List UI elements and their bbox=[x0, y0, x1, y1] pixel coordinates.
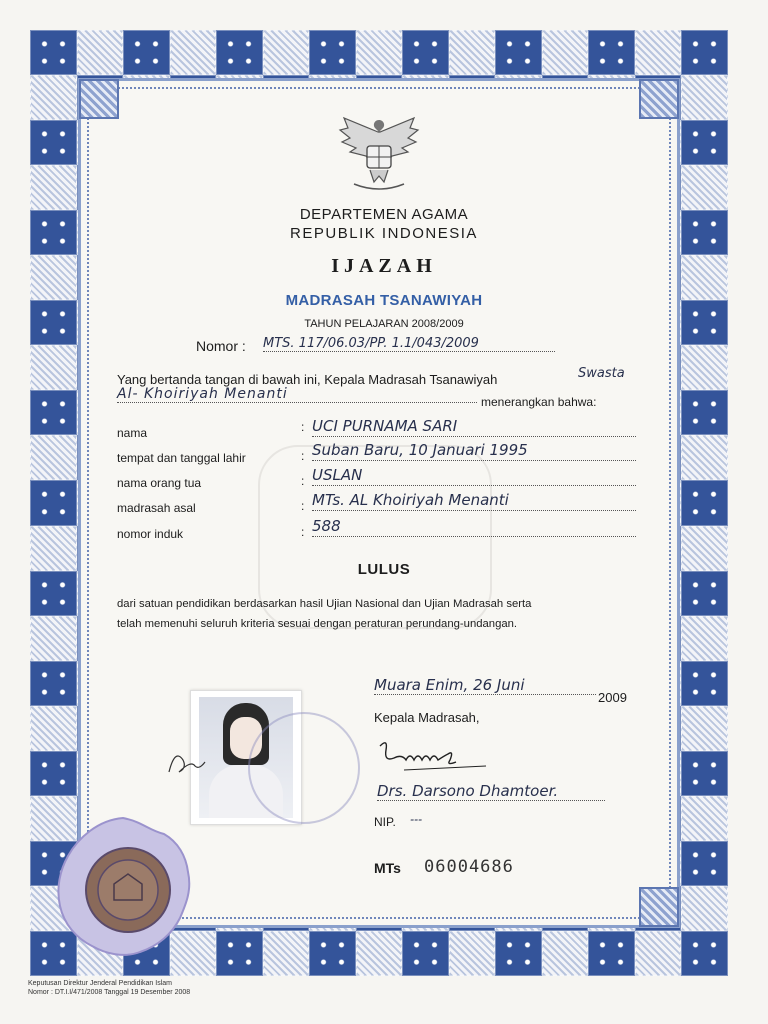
border-tile bbox=[30, 751, 77, 796]
border-tile bbox=[681, 165, 728, 210]
field-value-id: 588 bbox=[312, 516, 636, 537]
border-tile bbox=[681, 30, 728, 75]
border-tile bbox=[77, 30, 124, 75]
border-tile bbox=[681, 120, 728, 165]
field-colon: : bbox=[301, 499, 305, 513]
border-tile bbox=[30, 706, 77, 751]
certificate-title: IJAZAH bbox=[331, 255, 437, 277]
nip-label: NIP. bbox=[374, 815, 396, 829]
border-tile bbox=[681, 435, 728, 480]
principal-title: Kepala Madrasah, bbox=[374, 710, 480, 725]
border-tile bbox=[449, 931, 496, 976]
certificate-number-value: MTS. 117/06.03/PP. 1.1/043/2009 bbox=[263, 336, 555, 352]
border-tile bbox=[681, 616, 728, 661]
result-label: LULUS bbox=[357, 561, 411, 578]
border-tile bbox=[170, 30, 217, 75]
corner-ornament bbox=[79, 79, 119, 119]
corner-ornament bbox=[639, 887, 679, 927]
field-colon: : bbox=[301, 449, 305, 463]
academic-year: TAHUN PELAJARAN 2008/2009 bbox=[304, 318, 464, 330]
border-tile bbox=[216, 30, 263, 75]
field-value-origin: MTs. AL Khoiriyah Menanti bbox=[312, 490, 636, 511]
border-tile bbox=[30, 480, 77, 525]
border-tile bbox=[588, 931, 635, 976]
official-stamp bbox=[248, 712, 360, 824]
serial-prefix: MTs bbox=[374, 860, 401, 876]
garuda-emblem-icon bbox=[334, 112, 424, 198]
hologram-seal-icon bbox=[48, 812, 198, 962]
field-label-birth: tempat dan tanggal lahir bbox=[117, 451, 246, 465]
border-tile bbox=[681, 390, 728, 435]
declares-text: menerangkan bahwa: bbox=[481, 395, 597, 409]
certificate-number-label: Nomor : bbox=[196, 338, 246, 354]
statement-intro: Yang bertanda tangan di bawah ini, Kepala Madrasah Tsanawiyah bbox=[117, 372, 498, 387]
border-tile bbox=[681, 75, 728, 120]
border-tile bbox=[542, 30, 589, 75]
republic-heading: REPUBLIK INDONESIA bbox=[290, 225, 478, 242]
field-label-origin: madrasah asal bbox=[117, 501, 196, 515]
madrasah-status: Swasta bbox=[578, 366, 625, 381]
border-tile bbox=[30, 120, 77, 165]
field-value-name: UCI PURNAMA SARI bbox=[312, 416, 636, 437]
corner-ornament bbox=[639, 79, 679, 119]
border-tile bbox=[309, 30, 356, 75]
nip-value: --- bbox=[410, 812, 422, 826]
madrasah-name: Al- Khoiriyah Menanti bbox=[117, 386, 477, 403]
school-type-heading: MADRASAH TSANAWIYAH bbox=[285, 292, 483, 309]
border-tile bbox=[309, 931, 356, 976]
field-label-parent: nama orang tua bbox=[117, 476, 202, 490]
border-tile bbox=[30, 661, 77, 706]
border-tile bbox=[681, 751, 728, 796]
border-tile bbox=[495, 931, 542, 976]
border-tile bbox=[681, 796, 728, 841]
principal-name: Drs. Darsono Dhamtoer. bbox=[377, 782, 605, 801]
border-tile bbox=[681, 886, 728, 931]
field-value-birth: Suban Baru, 10 Januari 1995 bbox=[312, 440, 636, 461]
principal-signature bbox=[374, 736, 494, 774]
border-tile bbox=[635, 30, 682, 75]
border-tile bbox=[635, 931, 682, 976]
field-label-id: nomor induk bbox=[117, 527, 184, 541]
border-tile bbox=[495, 30, 542, 75]
border-tile bbox=[588, 30, 635, 75]
border-tile bbox=[30, 345, 77, 390]
border-tile bbox=[30, 165, 77, 210]
statement-paragraph-line-2: telah memenuhi seluruh kriteria sesuai dengan peraturan perundang-undangan. bbox=[117, 618, 518, 630]
border-tile bbox=[681, 706, 728, 751]
place-date: Muara Enim, 26 Juni bbox=[374, 676, 596, 695]
border-tile bbox=[123, 30, 170, 75]
border-tile bbox=[263, 30, 310, 75]
border-tile bbox=[30, 75, 77, 120]
field-value-parent: USLAN bbox=[312, 465, 636, 486]
footnote-line-2: Nomor : DT.I.I/471/2008 Tanggal 19 Desember 2008 bbox=[28, 989, 191, 996]
department-heading: DEPARTEMEN AGAMA bbox=[299, 206, 469, 223]
statement-paragraph-line-1: dari satuan pendidikan berdasarkan hasil Ujian Nasional dan Ujian Madrasah serta bbox=[117, 598, 532, 610]
border-tile bbox=[30, 30, 77, 75]
border-tile bbox=[402, 931, 449, 976]
border-tile bbox=[356, 931, 403, 976]
border-tile bbox=[263, 931, 310, 976]
footnote-line-1: Keputusan Direktur Jenderal Pendidikan Islam bbox=[28, 980, 172, 987]
field-label-name: nama bbox=[117, 426, 148, 440]
border-tile bbox=[30, 390, 77, 435]
border-tile bbox=[681, 345, 728, 390]
field-colon: : bbox=[301, 525, 305, 539]
issue-year: 2009 bbox=[598, 690, 627, 705]
border-tile bbox=[542, 931, 589, 976]
border-tile bbox=[681, 931, 728, 976]
border-tile bbox=[681, 661, 728, 706]
border-tile bbox=[681, 480, 728, 525]
serial-number: 06004686 bbox=[424, 857, 514, 877]
field-colon: : bbox=[301, 474, 305, 488]
border-tile bbox=[449, 30, 496, 75]
border-tile bbox=[356, 30, 403, 75]
border-tile bbox=[30, 435, 77, 480]
border-tile bbox=[30, 616, 77, 661]
photo-signature bbox=[165, 742, 209, 782]
border-tile bbox=[681, 841, 728, 886]
border-tile bbox=[216, 931, 263, 976]
border-tile bbox=[402, 30, 449, 75]
field-colon: : bbox=[301, 420, 305, 434]
